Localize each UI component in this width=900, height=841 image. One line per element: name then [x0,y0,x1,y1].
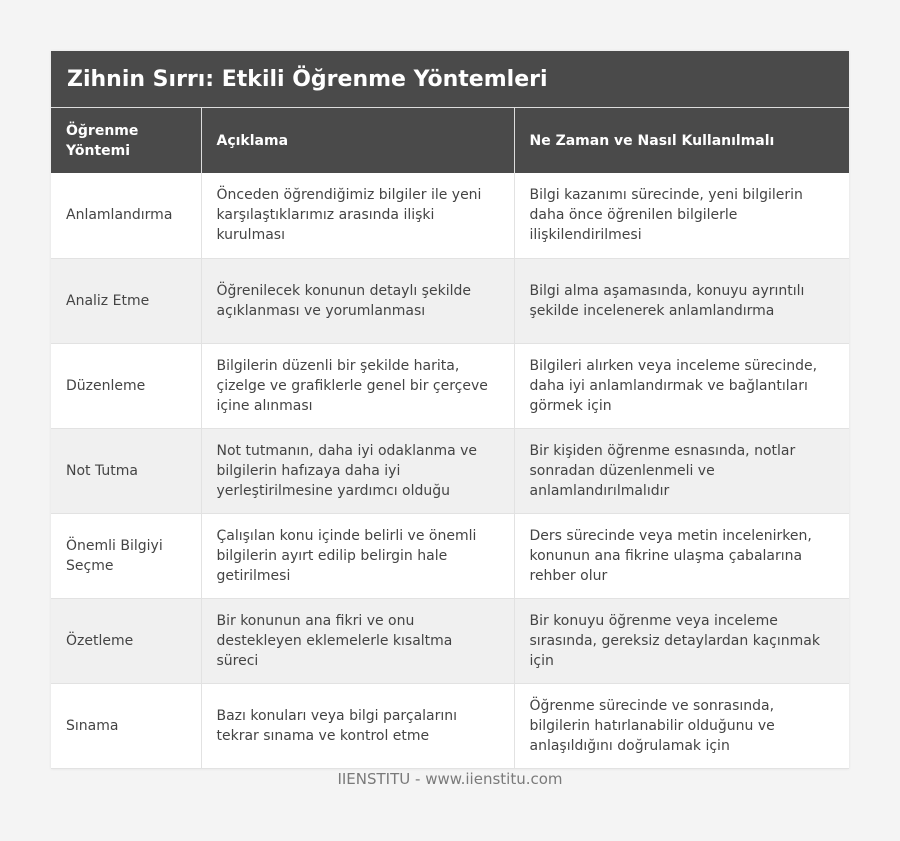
cell-method: Analiz Etme [51,258,201,343]
cell-method: Sınama [51,683,201,768]
cell-description: Bazı konuları veya bilgi parçalarını tekrar sınama ve kontrol etme [201,683,514,768]
footer-credit: IIENSTITU - www.iienstitu.com [337,770,563,788]
cell-usage: Ders sürecinde veya metin incelenirken, konunun ana fikrine ulaşma çabalarına rehber olur [514,513,849,598]
cell-description: Not tutmanın, daha iyi odaklanma ve bilgilerin hafızaya daha iyi yerleştirilmesine yardımcı olduğu [201,428,514,513]
table-row [51,343,849,428]
cell-usage: Bilgi alma aşamasında, konuyu ayrıntılı şekilde incelenerek anlamlandırma [514,258,849,343]
cell-description: Çalışılan konu içinde belirli ve önemli bilgilerin ayırt edilip belirgin hale getirilmesi [201,513,514,598]
cell-usage: Bilgi kazanımı sürecinde, yeni bilgilerin daha önce öğrenilen bilgilerle ilişkilendirilmesi [514,173,849,258]
table-title: Zihnin Sırrı: Etkili Öğrenme Yöntemleri [51,51,849,108]
cell-usage: Öğrenme sürecinde ve sonrasında, bilgilerin hatırlanabilir olduğunu ve anlaşıldığını doğrulamak için [514,683,849,768]
table-row [51,598,849,683]
cell-method: Önemli Bilgiyi Seçme [51,513,201,598]
cell-usage: Bilgileri alırken veya inceleme sürecinde, daha iyi anlamlandırmak ve bağlantıları görmek için [514,343,849,428]
header-row [51,108,849,173]
table-row [51,513,849,598]
cell-method: Anlamlandırma [51,173,201,258]
cell-description: Öğrenilecek konunun detaylı şekilde açıklanması ve yorumlanması [201,258,514,343]
table-row [51,683,849,768]
cell-method: Not Tutma [51,428,201,513]
cell-description: Bilgilerin düzenli bir şekilde harita, çizelge ve grafiklerle genel bir çerçeve içine alınması [201,343,514,428]
column-header-method: Öğrenme Yöntemi [51,108,201,173]
cell-usage: Bir kişiden öğrenme esnasında, notlar sonradan düzenlenmeli ve anlamlandırılmalıdır [514,428,849,513]
table-row [51,428,849,513]
table-row [51,173,849,258]
table-card [51,51,849,769]
cell-method: Özetleme [51,598,201,683]
table-row [51,258,849,343]
cell-description: Bir konunun ana fikri ve onu destekleyen eklemelerle kısaltma süreci [201,598,514,683]
column-header-usage: Ne Zaman ve Nasıl Kullanılmalı [514,108,849,173]
column-header-description: Açıklama [201,108,514,173]
cell-usage: Bir konuyu öğrenme veya inceleme sırasında, gereksiz detaylardan kaçınmak için [514,598,849,683]
cell-description: Önceden öğrendiğimiz bilgiler ile yeni karşılaştıklarımız arasında ilişki kurulması [201,173,514,258]
cell-method: Düzenleme [51,343,201,428]
learning-methods-table [51,108,849,769]
